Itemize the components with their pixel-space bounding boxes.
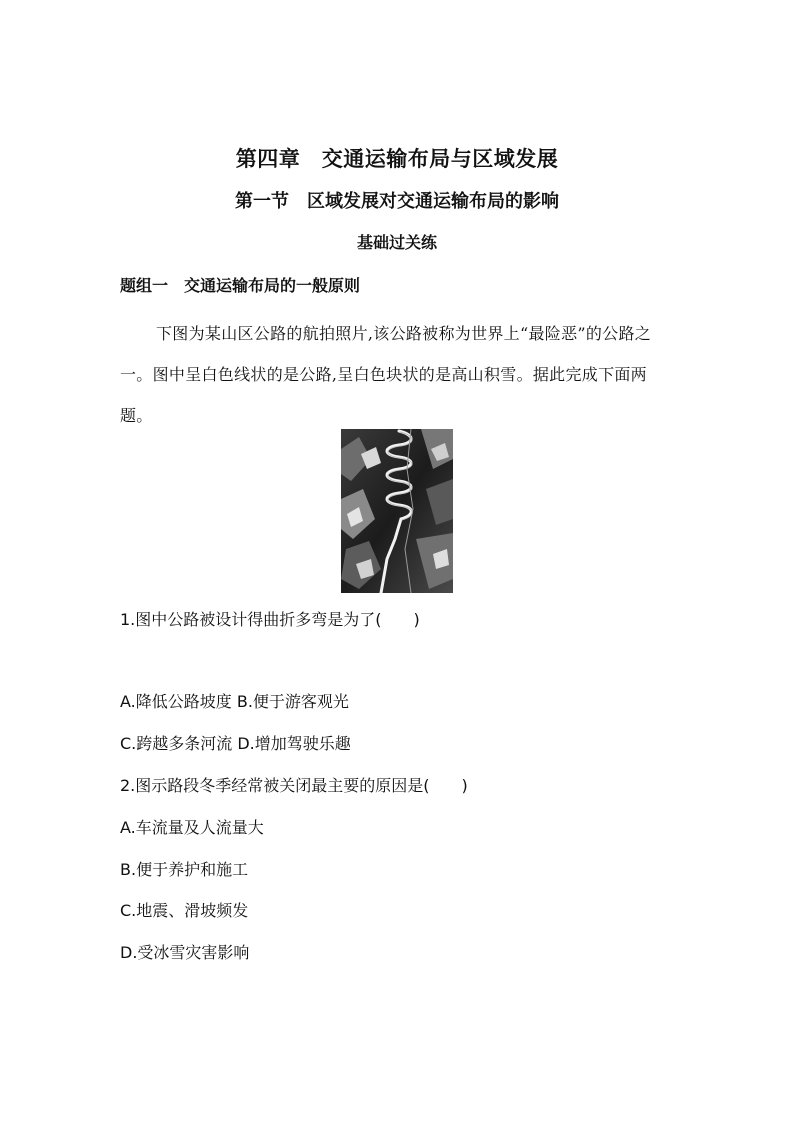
- question-2-option-c: C.地震、滑坡频发: [120, 901, 249, 920]
- question-1-stem: 1.图中公路被设计得曲折多弯是为了( ): [120, 610, 420, 629]
- aerial-photo-icon: [341, 429, 453, 593]
- section-title: 第一节 区域发展对交通运输布局的影响: [235, 191, 559, 212]
- question-2-stem: 2.图示路段冬季经常被关闭最主要的原因是( ): [120, 776, 468, 795]
- question-2-option-b: B.便于养护和施工: [120, 860, 249, 879]
- question-2-option-a: A.车流量及人流量大: [120, 818, 264, 837]
- question-1-options-row-2: C.跨越多条河流 D.增加驾驶乐趣: [120, 734, 351, 753]
- question-2-option-d: D.受冰雪灾害影响: [120, 943, 250, 962]
- question-1-options-row-1: A.降低公路坡度 B.便于游客观光: [120, 692, 349, 711]
- intro-paragraph: 下图为某山区公路的航拍照片,该公路被称为世界上“最险恶”的公路之一。图中呈白色线状的是公路,呈白色块状的是高山积雪。据此完成下面两题。: [120, 324, 652, 425]
- exercise-level-heading: 基础过关练: [356, 233, 437, 252]
- chapter-title: 第四章 交通运输布局与区域发展: [235, 146, 559, 171]
- question-group-title: 题组一 交通运输布局的一般原则: [120, 276, 361, 295]
